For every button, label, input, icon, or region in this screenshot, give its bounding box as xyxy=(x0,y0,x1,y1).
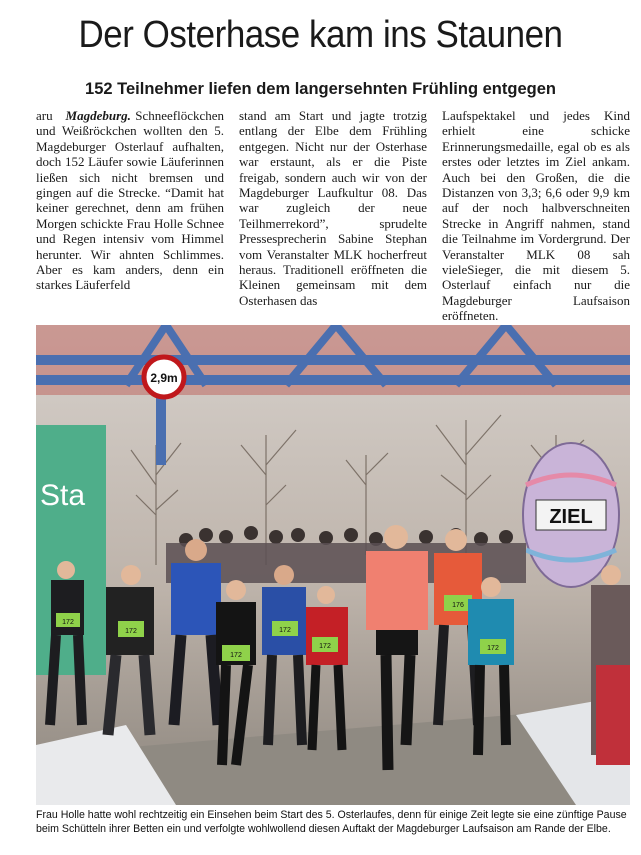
finish-sign-text: ZIEL xyxy=(549,506,593,528)
column-3-text: Laufspektakel und jedes Kind erhielt eine schicke Erinnerungsmedaille, egal ob es als erstes oder letztes im Ziel ankam. Auch bei den Großen, die die Distanzen von 3,3; 6,6 oder 9,9 km auf der noch halbverschneiten Strecke in Angriff nahmen, stand die Teilnahme im Vordergrund. Der Veranstalter MLK 08 sah vieleSieger, die mit diesem 5. Osterlauf einfach nur die Magdeburger Laufsaison eröffneten. xyxy=(442,108,630,324)
article-paragraph-1 xyxy=(36,108,224,293)
photo-caption: Frau Holle hatte wohl rechtzeitig ein Einsehen beim Start des 5. Osterlaufes, denn für einige Zeit legte sie eine zünftige Pause beim Schütteln ihrer Betten ein und verfolgte wohlwollend diesen Auftakt der Magdeburger Laufsaison am Rande der Elbe. xyxy=(36,809,627,835)
article-column-3 xyxy=(442,108,630,324)
bib-number: 172 xyxy=(230,652,242,659)
height-sign-text: 2,9m xyxy=(150,371,178,385)
bib-number: 172 xyxy=(125,628,137,635)
bib-number: 172 xyxy=(319,643,331,650)
bib-number: 172 xyxy=(487,645,499,652)
banner-text: Sta xyxy=(40,479,86,512)
height-limit-sign xyxy=(144,357,184,397)
headline: Der Osterhase kam ins Staunen xyxy=(78,14,563,56)
column-2-text: stand am Start und jagte trotzig entlang der Elbe dem Frühling entgegen. Nicht nur der Osterhase war erstaunt, als er die Piste freigab, sondern auch wir von der Magdeburger Laufkultur 08. Das war zugleich der neue Teilhmerrekord”, sprudelte Pressesprecherin Sabine Stephan vom Veranstalter MLK hocherfreut heraus. Traditionell eröffneten die Kleinen gemeinsam mit dem Osterhasen das xyxy=(239,108,427,308)
finish-egg xyxy=(523,443,619,587)
race-photo xyxy=(36,325,630,805)
article-column-1 xyxy=(36,108,224,324)
column-1-text: Schneeflöckchen und Weißröckchen wollten den 5. Magdeburger Osterlauf aufhalten, doch 152 Läufer sowie Läuferinnen ließen sich nicht bremsen und gingen auf die Strecke. “Damit hat keiner gerechnet, denn am frühen Morgen schickte Frau Holle Schnee und Regen intensiv vom Himmel herunter. Wir ahnten Schlimmes. Aber es kam anders, denn ein starkes Läuferfeld xyxy=(36,108,225,293)
dateline-place: Magdeburg. xyxy=(65,108,131,123)
bib-number: 172 xyxy=(62,619,74,626)
bib-number: 172 xyxy=(279,627,291,634)
article-column-2 xyxy=(239,108,427,324)
author-initials: aru xyxy=(36,108,53,123)
race-photo-illustration xyxy=(36,325,630,805)
article-body xyxy=(36,108,630,324)
bib-number: 176 xyxy=(452,602,464,609)
start-banner xyxy=(36,425,106,675)
subheadline: 152 Teilnehmer liefen dem langersehnten Frühling entgegen xyxy=(85,80,556,98)
